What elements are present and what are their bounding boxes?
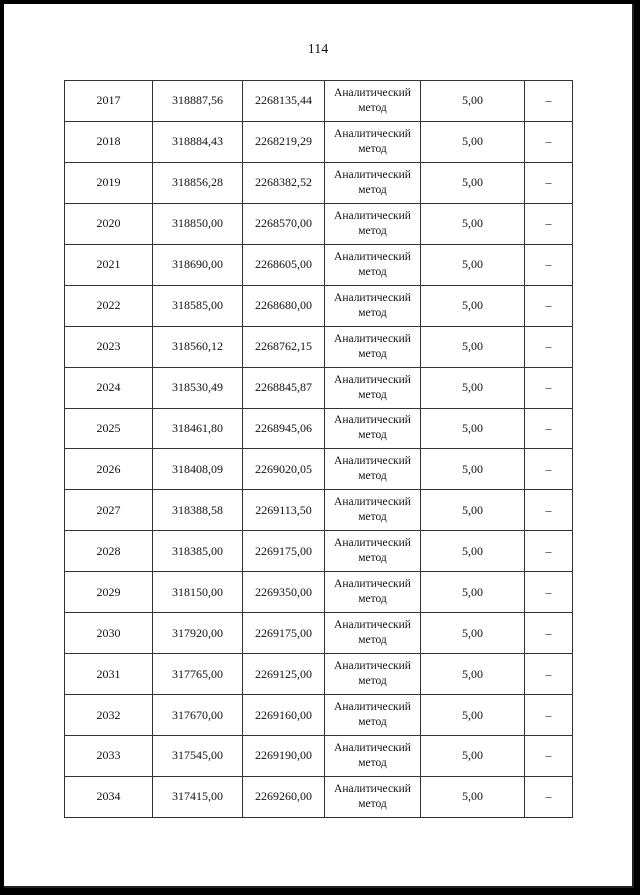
method-cell: Аналитический метод xyxy=(325,531,421,572)
table-row xyxy=(65,613,573,654)
x-coordinate-cell: 317765,00 xyxy=(153,654,243,695)
y-coordinate-cell: 2268382,52 xyxy=(243,162,325,203)
point-number-cell: 2027 xyxy=(65,490,153,531)
x-coordinate-cell: 318530,49 xyxy=(153,367,243,408)
x-coordinate-cell: 318690,00 xyxy=(153,244,243,285)
note-cell: – xyxy=(525,490,573,531)
x-coordinate-cell: 318560,12 xyxy=(153,326,243,367)
table-row xyxy=(65,654,573,695)
accuracy-cell: 5,00 xyxy=(421,449,525,490)
x-coordinate-cell: 318585,00 xyxy=(153,285,243,326)
x-coordinate-cell: 318884,43 xyxy=(153,121,243,162)
table-row xyxy=(65,572,573,613)
note-cell: – xyxy=(525,203,573,244)
y-coordinate-cell: 2269020,05 xyxy=(243,449,325,490)
y-coordinate-cell: 2268680,00 xyxy=(243,285,325,326)
y-coordinate-cell: 2268605,00 xyxy=(243,244,325,285)
method-cell: Аналитический метод xyxy=(325,490,421,531)
x-coordinate-cell: 318385,00 xyxy=(153,531,243,572)
point-number-cell: 2033 xyxy=(65,736,153,777)
method-cell: Аналитический метод xyxy=(325,736,421,777)
point-number-cell: 2025 xyxy=(65,408,153,449)
point-number-cell: 2024 xyxy=(65,367,153,408)
note-cell: – xyxy=(525,121,573,162)
table-row xyxy=(65,408,573,449)
note-cell: – xyxy=(525,408,573,449)
point-number-cell: 2018 xyxy=(65,121,153,162)
y-coordinate-cell: 2269260,00 xyxy=(243,776,325,817)
accuracy-cell: 5,00 xyxy=(421,776,525,817)
x-coordinate-cell: 318856,28 xyxy=(153,162,243,203)
accuracy-cell: 5,00 xyxy=(421,572,525,613)
table-row xyxy=(65,285,573,326)
table-row xyxy=(65,531,573,572)
point-number-cell: 2031 xyxy=(65,654,153,695)
x-coordinate-cell: 317670,00 xyxy=(153,695,243,736)
point-number-cell: 2029 xyxy=(65,572,153,613)
method-cell: Аналитический метод xyxy=(325,121,421,162)
coordinates-table xyxy=(64,80,573,818)
point-number-cell: 2022 xyxy=(65,285,153,326)
note-cell: – xyxy=(525,572,573,613)
y-coordinate-cell: 2269190,00 xyxy=(243,736,325,777)
accuracy-cell: 5,00 xyxy=(421,81,525,122)
table-row xyxy=(65,326,573,367)
point-number-cell: 2021 xyxy=(65,244,153,285)
note-cell: – xyxy=(525,613,573,654)
y-coordinate-cell: 2269160,00 xyxy=(243,695,325,736)
method-cell: Аналитический метод xyxy=(325,244,421,285)
x-coordinate-cell: 317545,00 xyxy=(153,736,243,777)
accuracy-cell: 5,00 xyxy=(421,531,525,572)
x-coordinate-cell: 318461,80 xyxy=(153,408,243,449)
point-number-cell: 2032 xyxy=(65,695,153,736)
y-coordinate-cell: 2268762,15 xyxy=(243,326,325,367)
method-cell: Аналитический метод xyxy=(325,695,421,736)
y-coordinate-cell: 2269125,00 xyxy=(243,654,325,695)
point-number-cell: 2026 xyxy=(65,449,153,490)
y-coordinate-cell: 2269113,50 xyxy=(243,490,325,531)
note-cell: – xyxy=(525,776,573,817)
accuracy-cell: 5,00 xyxy=(421,203,525,244)
note-cell: – xyxy=(525,654,573,695)
document-page xyxy=(4,4,634,888)
x-coordinate-cell: 317415,00 xyxy=(153,776,243,817)
table-row xyxy=(65,367,573,408)
y-coordinate-cell: 2269175,00 xyxy=(243,613,325,654)
y-coordinate-cell: 2268219,29 xyxy=(243,121,325,162)
method-cell: Аналитический метод xyxy=(325,326,421,367)
table-row xyxy=(65,244,573,285)
note-cell: – xyxy=(525,449,573,490)
y-coordinate-cell: 2268845,87 xyxy=(243,367,325,408)
method-cell: Аналитический метод xyxy=(325,449,421,490)
x-coordinate-cell: 318850,00 xyxy=(153,203,243,244)
method-cell: Аналитический метод xyxy=(325,162,421,203)
note-cell: – xyxy=(525,531,573,572)
accuracy-cell: 5,00 xyxy=(421,285,525,326)
point-number-cell: 2017 xyxy=(65,81,153,122)
method-cell: Аналитический метод xyxy=(325,203,421,244)
accuracy-cell: 5,00 xyxy=(421,121,525,162)
table-row xyxy=(65,736,573,777)
note-cell: – xyxy=(525,736,573,777)
page-number: 114 xyxy=(307,42,329,57)
accuracy-cell: 5,00 xyxy=(421,695,525,736)
method-cell: Аналитический метод xyxy=(325,776,421,817)
accuracy-cell: 5,00 xyxy=(421,408,525,449)
table-row xyxy=(65,81,573,122)
accuracy-cell: 5,00 xyxy=(421,654,525,695)
y-coordinate-cell: 2268945,06 xyxy=(243,408,325,449)
note-cell: – xyxy=(525,695,573,736)
table-row xyxy=(65,121,573,162)
accuracy-cell: 5,00 xyxy=(421,613,525,654)
table-row xyxy=(65,695,573,736)
table-body xyxy=(65,81,573,818)
x-coordinate-cell: 317920,00 xyxy=(153,613,243,654)
note-cell: – xyxy=(525,162,573,203)
point-number-cell: 2020 xyxy=(65,203,153,244)
method-cell: Аналитический метод xyxy=(325,654,421,695)
y-coordinate-cell: 2268570,00 xyxy=(243,203,325,244)
method-cell: Аналитический метод xyxy=(325,285,421,326)
note-cell: – xyxy=(525,244,573,285)
note-cell: – xyxy=(525,367,573,408)
table-row xyxy=(65,776,573,817)
accuracy-cell: 5,00 xyxy=(421,244,525,285)
method-cell: Аналитический метод xyxy=(325,572,421,613)
x-coordinate-cell: 318388,58 xyxy=(153,490,243,531)
accuracy-cell: 5,00 xyxy=(421,162,525,203)
method-cell: Аналитический метод xyxy=(325,613,421,654)
x-coordinate-cell: 318150,00 xyxy=(153,572,243,613)
method-cell: Аналитический метод xyxy=(325,81,421,122)
point-number-cell: 2023 xyxy=(65,326,153,367)
point-number-cell: 2019 xyxy=(65,162,153,203)
note-cell: – xyxy=(525,81,573,122)
accuracy-cell: 5,00 xyxy=(421,367,525,408)
point-number-cell: 2028 xyxy=(65,531,153,572)
table-row xyxy=(65,203,573,244)
accuracy-cell: 5,00 xyxy=(421,326,525,367)
table-row xyxy=(65,162,573,203)
y-coordinate-cell: 2269175,00 xyxy=(243,531,325,572)
method-cell: Аналитический метод xyxy=(325,408,421,449)
method-cell: Аналитический метод xyxy=(325,367,421,408)
x-coordinate-cell: 318408,09 xyxy=(153,449,243,490)
note-cell: – xyxy=(525,285,573,326)
y-coordinate-cell: 2268135,44 xyxy=(243,81,325,122)
x-coordinate-cell: 318887,56 xyxy=(153,81,243,122)
note-cell: – xyxy=(525,326,573,367)
table-row xyxy=(65,449,573,490)
y-coordinate-cell: 2269350,00 xyxy=(243,572,325,613)
accuracy-cell: 5,00 xyxy=(421,736,525,777)
point-number-cell: 2034 xyxy=(65,776,153,817)
point-number-cell: 2030 xyxy=(65,613,153,654)
accuracy-cell: 5,00 xyxy=(421,490,525,531)
table-row xyxy=(65,490,573,531)
